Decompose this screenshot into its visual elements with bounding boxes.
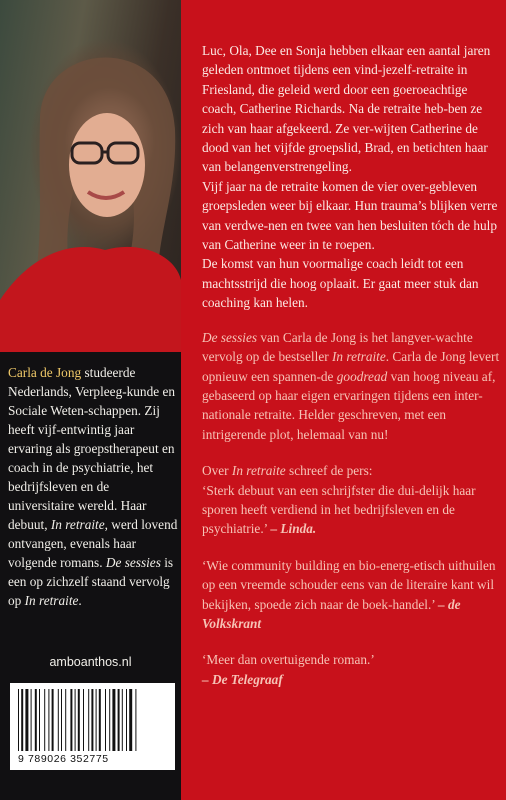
author-bio (8, 363, 178, 610)
book-title: De sessies (202, 329, 258, 345)
bio-text: , werd lovend ontvangen, evenals haar volgende romans. (8, 517, 178, 570)
promo-text: . Carla de Jong levert opnieuw een spannen-de (202, 349, 500, 384)
barcode-bar (70, 689, 72, 751)
press-intro-text: schreef de pers: (285, 463, 373, 479)
blurb-paragraph: De komst van hun voormalige coach leidt tot een machtsstrijd die hoog oplaait. Er gaat meer stuk dan coaching kan helen. (202, 256, 479, 311)
barcode-bar (96, 689, 97, 751)
barcode-bar (75, 689, 76, 751)
barcode-bar (99, 689, 101, 751)
barcode-bars (16, 689, 169, 751)
bio-book-title: In retraite (50, 517, 105, 532)
barcode-bar (105, 689, 106, 751)
barcode-bar (135, 689, 136, 751)
quote-text: ‘Meer dan overtuigende roman.’ (202, 652, 375, 668)
barcode-bar (109, 689, 110, 751)
barcode-bar (78, 689, 80, 751)
bio-book-title: In retraite (24, 593, 79, 608)
barcode-bar (21, 689, 23, 751)
barcode-bar (31, 689, 32, 751)
barcode-bar (52, 689, 54, 751)
barcode-bar (18, 689, 19, 751)
isbn-barcode (10, 683, 175, 770)
quote-source: – Linda. (270, 521, 317, 537)
book-title: In retraite (331, 349, 386, 365)
barcode-bar (35, 689, 37, 751)
bio-text: is een op zichzelf staand vervolg op (8, 555, 174, 608)
barcode-bar (48, 689, 49, 751)
author-panel (0, 0, 181, 800)
press-intro (202, 461, 502, 480)
quote-source: – de Volkskrant (202, 596, 461, 631)
barcode-bar (112, 689, 115, 751)
press-quote-1 (202, 481, 502, 539)
back-cover-text (202, 41, 502, 689)
barcode-bar (88, 689, 89, 751)
author-photo (0, 0, 181, 352)
promo-text: van Carla de Jong is het langver-wachte vervolg op de bestseller (202, 329, 473, 365)
barcode-bar (122, 689, 123, 751)
promo-term: goodread (336, 368, 388, 384)
quote-source: – De Telegraaf (202, 671, 283, 687)
publisher-website[interactable]: amboanthos.nl (49, 655, 132, 669)
barcode-bar (44, 689, 45, 751)
blurb-paragraph: Luc, Ola, Dee en Sonja hebben elkaar een aantal jaren geleden ontmoet tijdens een vind-jezelf-retraite in Friesland, die geleid werd door een goeroeachtige coach, Catherine Richards. Na de retraite heb-ben ze zich van haar afgekeerd. Ze ver-wijten Catherine de dood van het vijfde groepslid, Brad, en betichten haar van belangenverstrengeling. (202, 43, 491, 175)
barcode-bar (61, 689, 62, 751)
barcode-bar (39, 689, 40, 751)
quote-text: ‘Sterk debuut van een schrijfster die dui-delijk haar sporen heeft verdiend in het bedrijfsleven en de psychiatrie.’ (202, 482, 476, 537)
quote-text: ‘Wie community building en bio-energ-etisch uithuilen op een vreemde schouder eens van de literaire kant wil bekijken, spoede zich naar de boek-handel.’ (202, 557, 496, 612)
author-photo-illustration (0, 0, 181, 352)
barcode-bar (25, 689, 28, 751)
blurb-paragraph: Vijf jaar na de retraite komen de vier over-gebleven groepsleden weer bij elkaar. Hun trauma’s blijken verre van verdwe-nen en twee van hen besluiten tóch de hulp van Catherine weer in te roepen. (202, 178, 498, 253)
barcode-bar (91, 689, 93, 751)
promo-text: van hoog niveau af, gebaseerd op haar eigen ervaringen tijdens een inter-nationale retraite. Helder geschreven, met een intrigerende plot, helemaal van nu! (202, 368, 496, 442)
bio-text: . (78, 593, 82, 608)
barcode-bar (83, 689, 84, 751)
bio-text: studeerde Nederlands, Verpleeg-kunde en Sociale Weten-schappen. Zij heeft vijf-entwintig jaar ervaring als groepstherapeut en coach in de psychiatrie, het bedrijfsleven en de universitaire wereld. Haar debuut, (8, 365, 176, 532)
barcode-bar (129, 689, 132, 751)
press-quote-3 (202, 650, 502, 689)
barcode-bar (126, 689, 127, 751)
barcode-bar (65, 689, 66, 751)
barcode-bar (118, 689, 120, 751)
press-quote-2 (202, 556, 502, 634)
press-intro-text: Over (202, 463, 232, 479)
isbn-digits: 9 789026 352775 (18, 753, 109, 765)
author-name: Carla de Jong (8, 365, 82, 380)
book-title: In retraite (231, 463, 286, 479)
promo-paragraph (202, 328, 502, 444)
bio-book-title: De sessies (105, 555, 161, 570)
barcode-bar (58, 689, 59, 751)
